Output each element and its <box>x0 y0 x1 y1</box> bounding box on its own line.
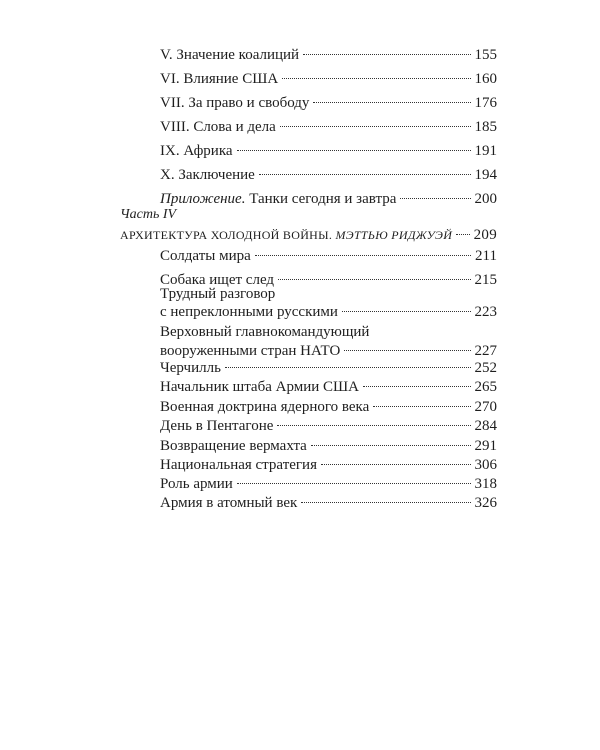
dot-leader <box>225 367 471 368</box>
dot-leader <box>259 174 471 175</box>
toc-entry[interactable] <box>160 45 497 65</box>
toc-entry[interactable] <box>160 69 497 89</box>
toc-entry[interactable] <box>160 455 497 475</box>
dot-leader <box>303 54 470 55</box>
toc-entry-title: VIII. Слова и дела <box>160 119 276 135</box>
dot-leader <box>280 126 471 127</box>
part-label: Часть IV <box>120 207 177 222</box>
toc-entry[interactable] <box>160 397 497 417</box>
part-heading-text: АРХИТЕКТУРА ХОЛОДНОЙ ВОЙНЫ. <box>120 228 333 242</box>
toc-entry[interactable] <box>160 474 497 494</box>
dot-leader <box>237 483 471 484</box>
part-heading-author: МЭТТЬЮ РИДЖУЭЙ <box>332 228 453 242</box>
toc-entry-title-line1: Верховный главнокомандующий <box>160 324 370 340</box>
toc-entry-page: 326 <box>474 495 497 511</box>
toc-entry-page: 209 <box>473 227 497 243</box>
dot-leader <box>373 406 470 407</box>
toc-entry[interactable] <box>160 416 497 436</box>
toc-part-heading[interactable] <box>120 225 497 245</box>
appendix-title: Танки сегодня и завтра <box>245 191 397 207</box>
dot-leader <box>321 464 471 465</box>
dot-leader <box>342 311 471 312</box>
toc-entry[interactable] <box>160 246 497 266</box>
dot-leader <box>363 386 471 387</box>
toc-entry-page: 211 <box>475 248 497 264</box>
toc-entry-title: Армия в атомный век <box>160 495 298 511</box>
dot-leader <box>282 78 470 79</box>
toc-entry-title: V. Значение коалиций <box>160 47 300 63</box>
dot-leader <box>301 502 470 503</box>
toc-entry-appendix[interactable] <box>160 189 497 209</box>
toc-entry-title: Собака ищет след <box>160 272 275 288</box>
dot-leader <box>344 350 470 351</box>
toc-entry-page: 270 <box>474 399 497 415</box>
toc-entry-page: 160 <box>474 71 497 87</box>
toc-entry-title: с непреклонными русскими <box>160 304 338 320</box>
toc-entry[interactable] <box>160 358 497 378</box>
dot-leader <box>311 445 471 446</box>
dot-leader <box>237 150 471 151</box>
toc-entry-page: 227 <box>474 343 497 359</box>
toc-entry-page: 265 <box>474 379 497 395</box>
toc-entry-page: 191 <box>474 143 497 159</box>
toc-entry-title: Возвращение вермахта <box>160 438 307 454</box>
toc-entry-title: VI. Влияние США <box>160 71 279 87</box>
toc-entry-page: 176 <box>474 95 497 111</box>
toc-entry-title: Начальник штаба Армии США <box>160 379 359 395</box>
toc-entry-page: 200 <box>474 191 497 207</box>
toc-entry[interactable] <box>160 493 497 513</box>
dot-leader <box>278 279 470 280</box>
toc-entry[interactable] <box>160 141 497 161</box>
toc-entry-page: 185 <box>474 119 497 135</box>
toc-entry[interactable] <box>160 93 497 113</box>
dot-leader <box>313 102 470 103</box>
dot-leader <box>400 198 470 199</box>
toc-entry[interactable] <box>160 117 497 137</box>
toc-entry-title: Национальная стратегия <box>160 457 317 473</box>
dot-leader <box>255 255 471 256</box>
toc-entry-page: 284 <box>474 418 497 434</box>
toc-entry-page: 223 <box>474 304 497 320</box>
toc-entry-title: вооруженными стран НАТО <box>160 343 341 359</box>
appendix-label: Приложение. <box>160 191 246 207</box>
toc-entry-title-line1: Трудный разговор <box>160 286 276 302</box>
dot-leader <box>456 234 469 235</box>
toc-entry-title: X. Заключение <box>160 167 255 183</box>
toc-entry-title: День в Пентагоне <box>160 418 274 434</box>
toc-entry-page: 291 <box>474 438 497 454</box>
toc-entry-title: Солдаты мира <box>160 248 251 264</box>
toc-entry[interactable] <box>160 302 497 322</box>
toc-entry-title <box>160 189 396 209</box>
toc-entry[interactable] <box>160 377 497 397</box>
toc-entry-page: 318 <box>474 476 497 492</box>
toc-entry[interactable] <box>160 165 497 185</box>
toc-entry-page: 215 <box>474 272 497 288</box>
toc-entry[interactable] <box>160 436 497 456</box>
toc-entry-title: Военная доктрина ядерного века <box>160 399 370 415</box>
toc-entry-page: 155 <box>474 47 497 63</box>
toc-entry-title: Роль армии <box>160 476 233 492</box>
toc-entry-title: IX. Африка <box>160 143 233 159</box>
toc-entry-page: 252 <box>474 360 497 376</box>
toc-entry-page: 194 <box>474 167 497 183</box>
part-heading-title <box>120 225 452 245</box>
toc-entry-title: VII. За право и свободу <box>160 95 310 111</box>
toc-entry-page: 306 <box>474 457 497 473</box>
toc-entry-title: Черчилль <box>160 360 221 376</box>
dot-leader <box>277 425 470 426</box>
